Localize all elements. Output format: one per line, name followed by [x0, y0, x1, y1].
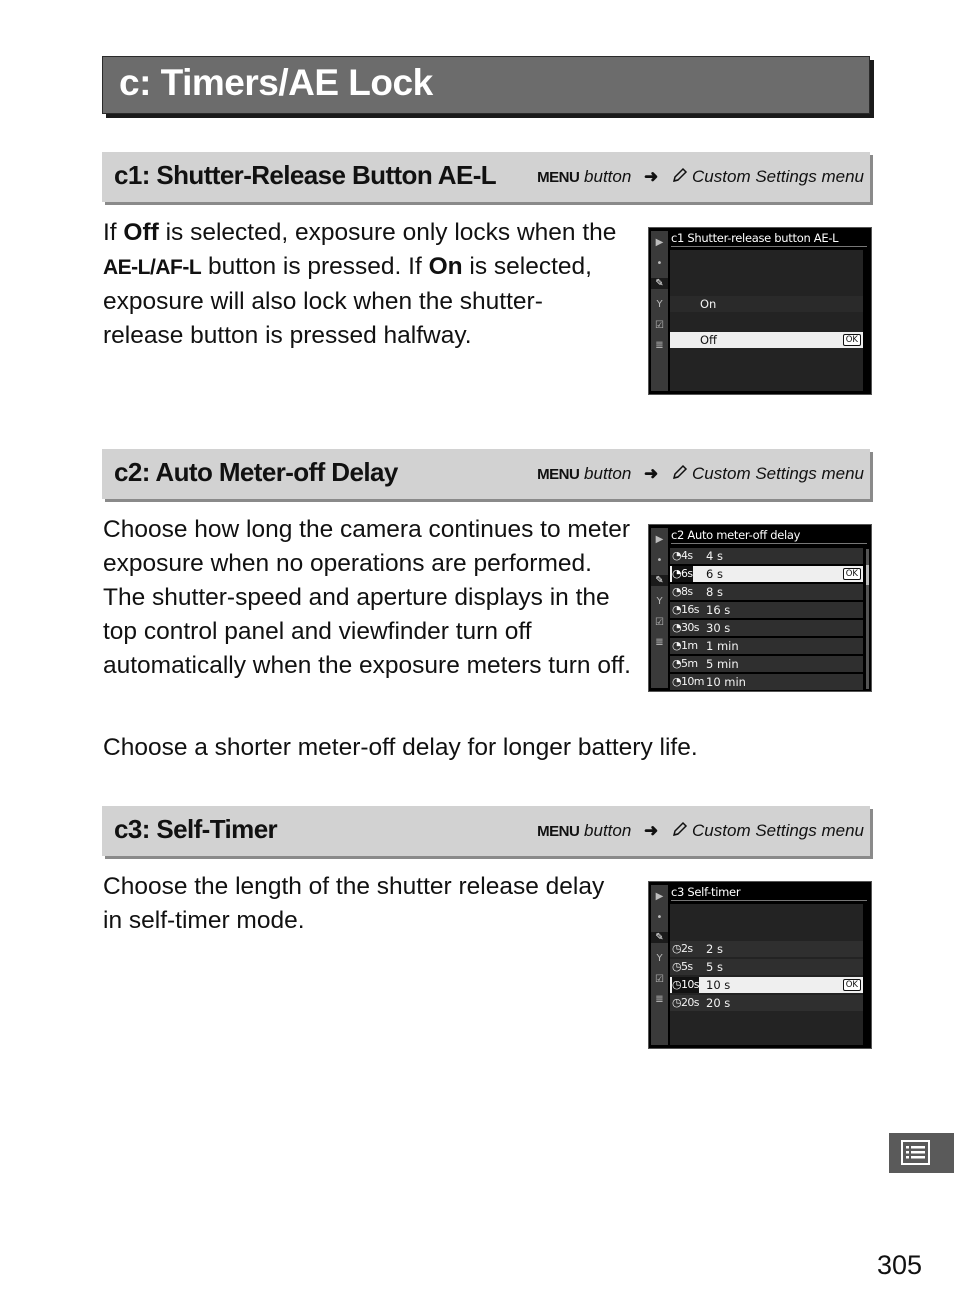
- arrow-icon: ➜: [644, 167, 659, 186]
- side-menu-icons: [651, 231, 668, 391]
- screen-title: c1 Shutter-release button AE-L: [671, 231, 867, 247]
- section-text-c1: If Off is selected, exposure only locks when the AE-L/AF-L button is pressed. If On is selected, exposure will also lock when the shutter-release button is pressed halfway.: [103, 219, 617, 349]
- option-row[interactable]: ◷2s 2 s: [670, 941, 863, 957]
- shooting-icon: •: [656, 912, 663, 923]
- screen-title: c3 Self-timer: [671, 885, 867, 901]
- chapter-header: [102, 56, 870, 114]
- setup-wrench-icon: Y: [656, 596, 663, 607]
- option-row[interactable]: On: [670, 296, 863, 312]
- ae-l-af-l-key: AE-L/AF-L: [103, 256, 202, 279]
- camera-screen-c2: [648, 524, 872, 692]
- menu-path-c3: MENU button ➜ Custom Settings menu: [537, 820, 864, 843]
- section-header-c1: [102, 152, 870, 202]
- screen-body: [670, 250, 863, 391]
- option-row-selected[interactable]: ◔6s 6 s OK: [670, 566, 863, 582]
- page-title: c: Timers/AE Lock: [119, 62, 433, 103]
- custom-settings-pencil-icon: ✎: [651, 575, 668, 586]
- retouch-icon: ☑: [655, 617, 664, 628]
- pencil-icon: [671, 820, 689, 843]
- option-row-selected[interactable]: ◷10s 10 s OK: [670, 977, 863, 993]
- section-text-c2: Choose how long the camera continues to meter exposure when no operations are performed. The shutter-speed and aperture displays in the top control panel and viewfinder turn off automatically when the exposure meters turn off.: [103, 516, 631, 679]
- side-menu-icons: [651, 528, 668, 688]
- pencil-icon: [671, 463, 689, 486]
- option-row-selected[interactable]: Off OK: [670, 332, 863, 348]
- my-menu-icon: ≣: [655, 994, 664, 1005]
- screen-title: c2 Auto meter-off delay: [671, 528, 867, 544]
- shooting-icon: •: [656, 258, 663, 269]
- ok-button-icon: OK: [843, 979, 861, 991]
- section-header-c2: [102, 449, 870, 499]
- option-row[interactable]: ◔8s 8 s: [670, 584, 863, 600]
- custom-settings-pencil-icon: ✎: [651, 932, 668, 943]
- option-row[interactable]: ◷5s 5 s: [670, 959, 863, 975]
- on-option-bold: On: [428, 253, 463, 280]
- option-row[interactable]: ◔1m 1 min: [670, 638, 863, 654]
- pencil-icon: [671, 166, 689, 189]
- ok-button-icon: OK: [843, 568, 861, 580]
- my-menu-icon: ≣: [655, 637, 664, 648]
- off-option-bold: Off: [123, 219, 159, 246]
- ok-button-icon: OK: [843, 334, 861, 346]
- setup-wrench-icon: Y: [656, 299, 663, 310]
- custom-settings-pencil-icon: ✎: [651, 278, 668, 289]
- list-menu-tab-icon[interactable]: [889, 1133, 954, 1173]
- option-row[interactable]: ◔4s 4 s: [670, 548, 863, 564]
- section-title-c2: c2: Auto Meter-off Delay: [114, 457, 398, 487]
- option-row[interactable]: ◔5m 5 min: [670, 656, 863, 672]
- arrow-icon: ➜: [644, 821, 659, 840]
- menu-key-label: MENU: [537, 169, 580, 186]
- option-row[interactable]: ◔10m 10 min: [670, 674, 863, 690]
- section-text-c3: Choose the length of the shutter release delay in self-timer mode.: [103, 873, 605, 934]
- option-row[interactable]: ◷20s 20 s: [670, 995, 863, 1011]
- option-row[interactable]: ◔16s 16 s: [670, 602, 863, 618]
- side-menu-icons: [651, 885, 668, 1045]
- option-row[interactable]: ◔30s 30 s: [670, 620, 863, 636]
- button-word: button: [584, 167, 632, 186]
- section-text-c2-tip: Choose a shorter meter-off delay for longer battery life.: [103, 734, 698, 761]
- playback-icon: ▶: [655, 237, 664, 248]
- playback-icon: ▶: [655, 534, 664, 545]
- shooting-icon: •: [656, 555, 663, 566]
- section-header-c3: [102, 806, 870, 856]
- playback-icon: ▶: [655, 891, 664, 902]
- menu-path-c2: MENU button ➜ Custom Settings menu: [537, 463, 864, 486]
- camera-screen-c3: [648, 881, 872, 1049]
- menu-path-c1: [537, 166, 864, 189]
- section-title-c1: c1: Shutter-Release Button AE-L: [114, 160, 497, 190]
- arrow-icon: ➜: [644, 464, 659, 483]
- camera-screen-c1: [648, 227, 872, 395]
- scrollbar-thumb[interactable]: [866, 565, 869, 585]
- setup-wrench-icon: Y: [656, 953, 663, 964]
- page-number: 305: [876, 1250, 922, 1280]
- retouch-icon: ☑: [655, 320, 664, 331]
- retouch-icon: ☑: [655, 974, 664, 985]
- section-title-c3: c3: Self-Timer: [114, 814, 278, 844]
- menu-name: Custom Settings menu: [692, 167, 864, 186]
- my-menu-icon: ≣: [655, 340, 664, 351]
